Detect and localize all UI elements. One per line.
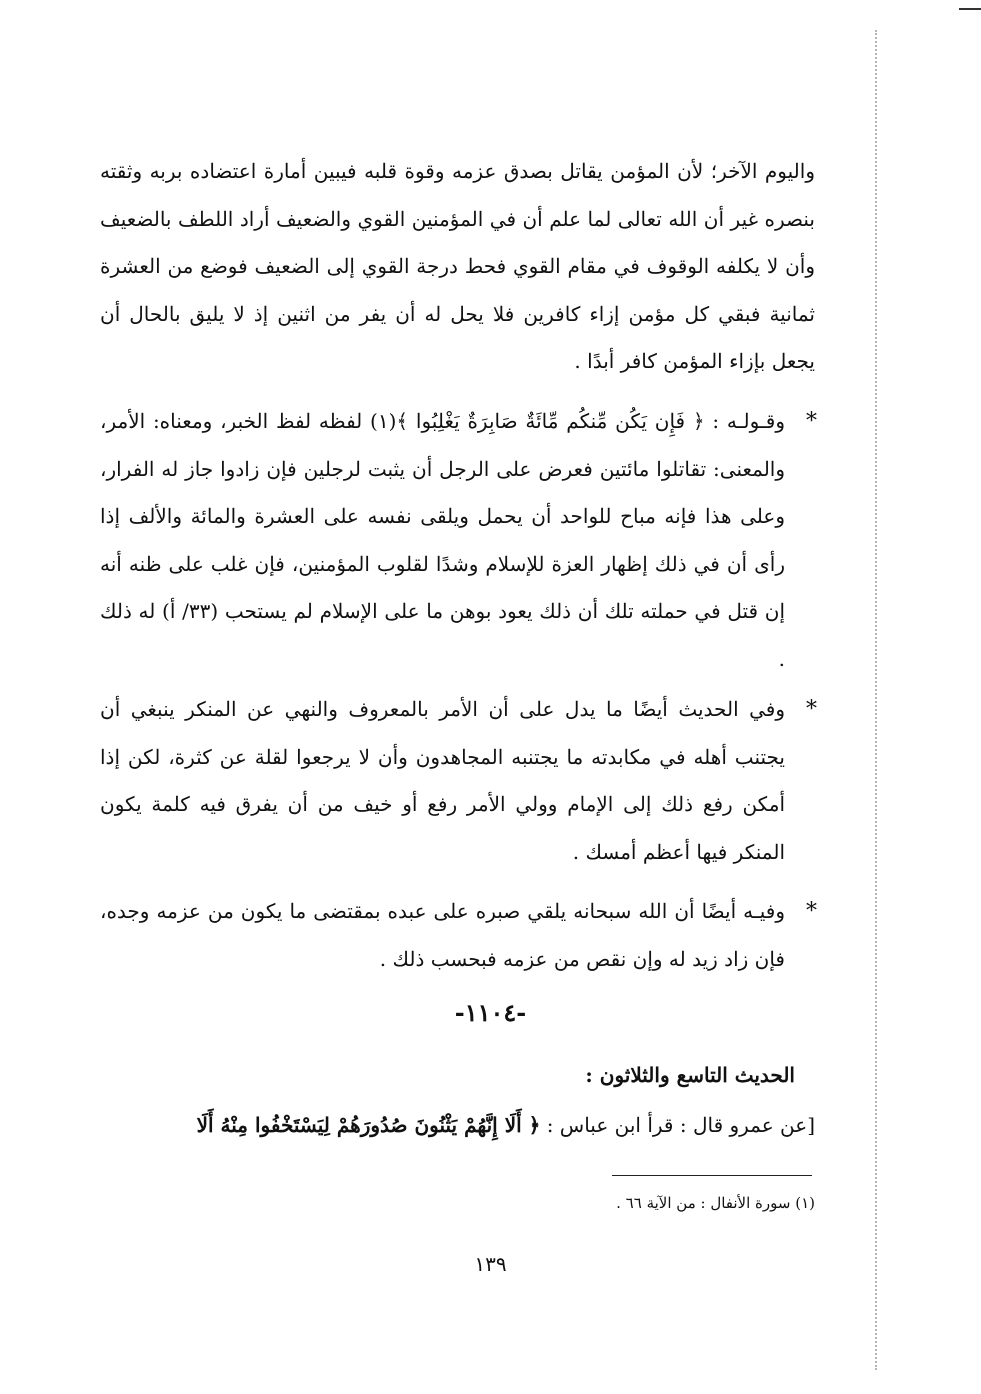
corner-scan-mark [959, 8, 981, 10]
bullet-paragraph-text: وقـولـه : ﴿ فَإِن يَكُن مِّنكُم مِّائَةٌ صَابِرَةٌ يَغْلِبُوا ﴾(١) لفظه لفظ الخبر، ومعناه: الأمر، والمعنى: تقاتلوا مائتين فعرض على الرجل أن يثبت لرجلين فإن زادوا جاز له الفرار، وعلى هذا فإنه مباح للواحد أن يحمل ويلقى نفسه على العشرة والمائة والألف إذا رأى أن في ذلك إظهار العزة للإسلام وشدًا لقلوب المؤمنين، فإن غلب على ظنه أنه إن قتل في حملته تلك أن ذلك يعود بوهن ما على الإسلام لم يستحب (٣٣/ أ) له ذلك . [100, 409, 786, 671]
bullet-star-icon: * [806, 409, 817, 434]
hadith-opening-line [100, 1102, 815, 1150]
footnote-separator [612, 1175, 812, 1176]
bullet-paragraph-text: وفي الحديث أيضًا ما يدل على أن الأمر بالمعروف والنهي عن المنكر ينبغي أن يجتنب أهله في مكابدته ما يجتنبه المجاهدون وأن لا يرجعوا لقلة عن كثرة، لكن إذا أمكن رفع ذلك إلى الإمام وولي الأمر رفع أو خيف من أن يفرق فيه كلمة يكون المنكر فيها أعظم أمسك . [100, 697, 785, 864]
section-heading: الحديث التاسع والثلاثون : [585, 1063, 795, 1087]
page-folio-number: ١٣٩ [474, 1252, 507, 1276]
bullet-paragraph-verse-commentary [100, 398, 815, 683]
bullet-paragraph-enjoining-good [100, 686, 815, 876]
bullet-star-icon: * [806, 697, 817, 722]
hadith-opening-text: [عن عمرو قال : قرأ ابن عباس : [540, 1113, 815, 1137]
bullet-star-icon: * [806, 899, 817, 924]
bullet-paragraph-patience [100, 888, 815, 983]
hadith-number: -١١٠٤- [454, 998, 527, 1027]
footnote: (١) سورة الأنفال : من الآية ٦٦ . [616, 1194, 815, 1212]
paragraph-continuation: واليوم الآخر؛ لأن المؤمن يقاتل بصدق عزمه وقوة قلبه فيبين أمارة اعتضاده بربه وثقته بنصره غير أن الله تعالى لما علم أن في المؤمنين القوي والضعيف أراد اللطف بالضعيف وأن لا يكلفه الوقوف في مقام القوي فحط درجة القوي إلى الضعيف فوضع من العشرة ثمانية فبقي كل مؤمن إزاء كافرين فلا يحل له أن يفر من اثنين إذ لا يليق بالحال أن يجعل بإزاء المؤمن كافر أبدًا . [100, 159, 816, 373]
dotted-margin-line [875, 30, 877, 1370]
quran-verse-text: ﴿ أَلَا إِنَّهُمْ يَثْنُونَ صُدُورَهُمْ لِيَسْتَخْفُوا مِنْهُ أَلَا [196, 1113, 541, 1137]
bullet-paragraph-text: وفيـه أيضًا أن الله سبحانه يلقي صبره على عبده بمقتضى ما يكون من عزمه وجده، فإن زاد زيد له وإن نقص من عزمه فبحسب ذلك . [100, 899, 785, 971]
